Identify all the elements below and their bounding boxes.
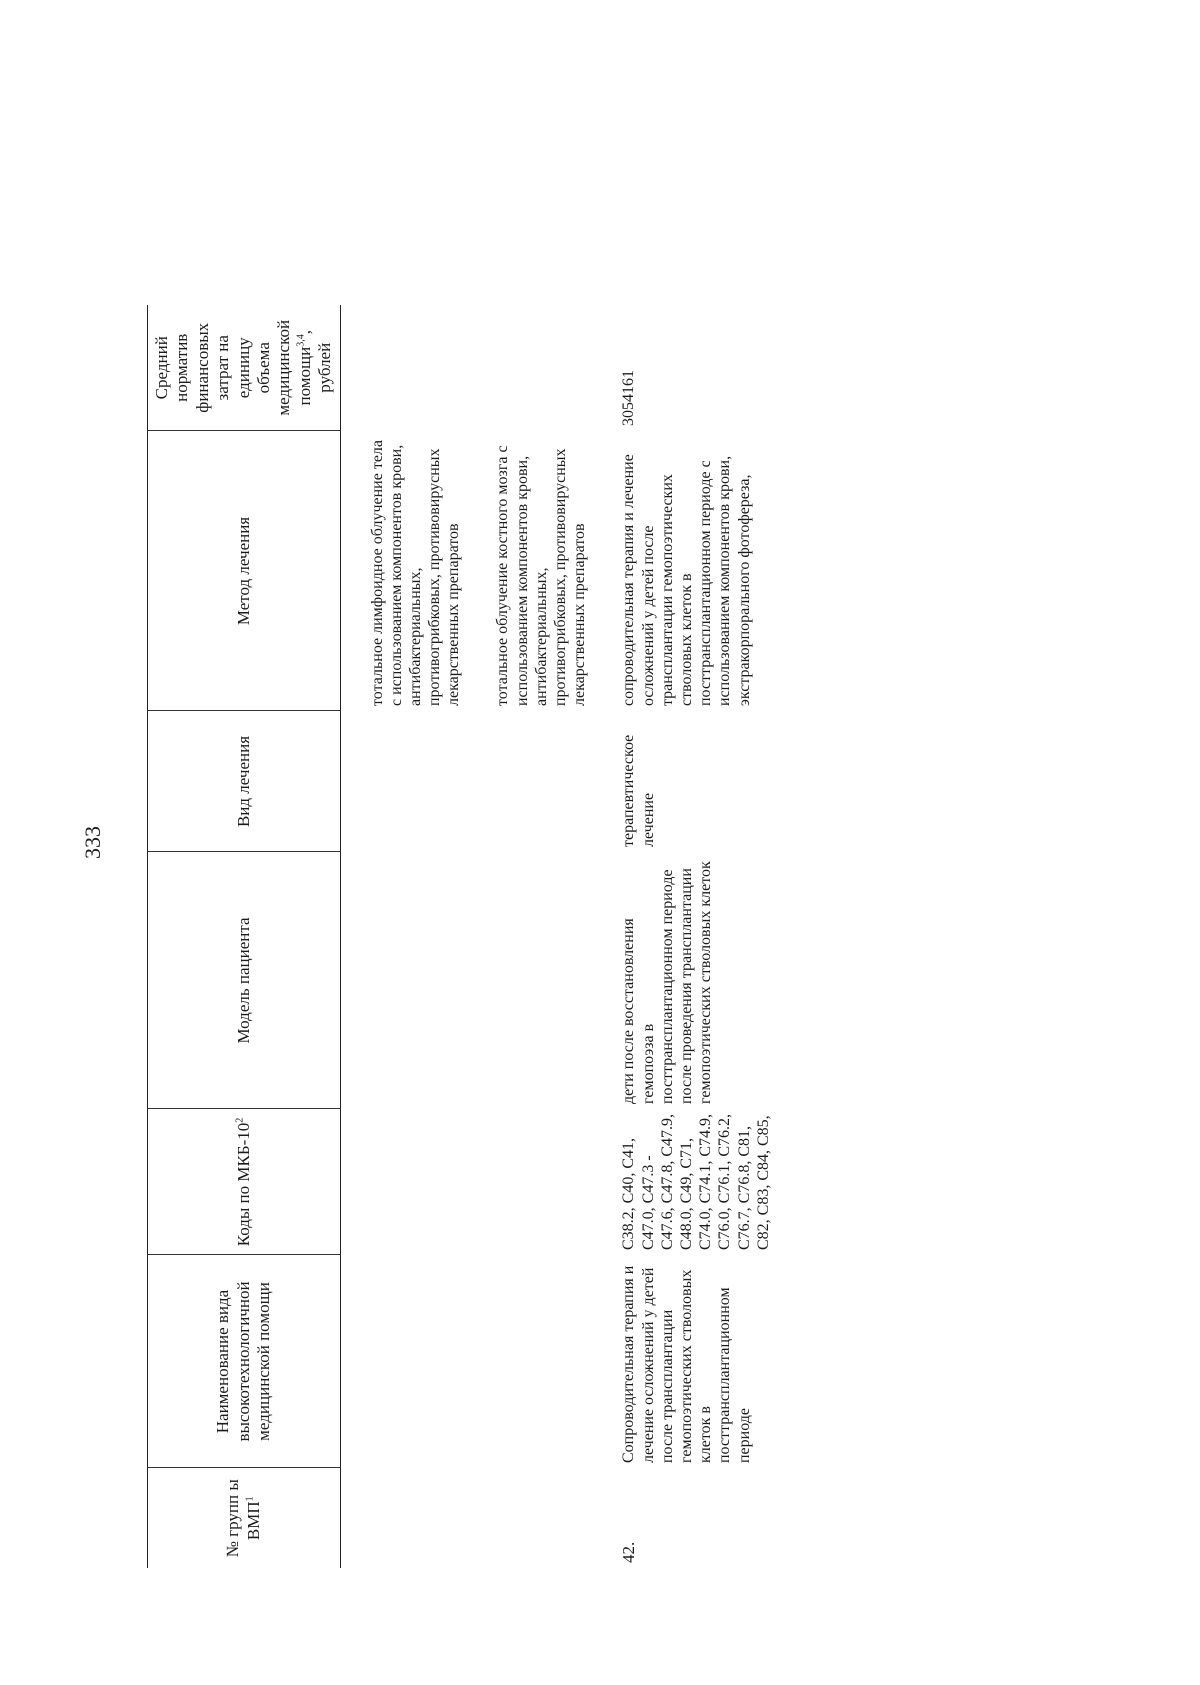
patient-model-cell: дети после восстановления гемопоэза в посттрансплантационном периоде после проведения трансплантации гемопоэтических стволовых клеток: [620, 861, 715, 1104]
icd-codes-cell: C38.2, C40, C41, C47.0, C47.3 - C47.6, C47.8, C47.9, C48.0, C49, C71, C74.0, C74.1, C74.9, C76.0, C76.1, C76.2, C76.7, C76.8, C81, C82, C83, C84, C85,: [620, 1113, 772, 1250]
header-treatment-method: Метод лечения: [148, 431, 341, 711]
header-vmp-name: Наименование вида высокотехнологичной медицинской помощи: [148, 1255, 341, 1468]
treatment-method-cell: тотальное облучение костного мозга с использованием компонентов крови, антибактериальных, противогрибковых, противовирусных лекарственных препаратов: [494, 445, 589, 706]
page-number: 333: [80, 826, 105, 859]
header-cost: Средний норматив финансовых затрат на единицу объема медицинской помощи$^{3,4}$, рублей: [148, 305, 341, 431]
vmp-table: [147, 305, 776, 1568]
treatment-method-cell: тотальное лимфоидное облучение тела с использованием компонентов крови, антибактериальных, противогрибковых, противовирусных лекарственных препаратов: [368, 439, 463, 706]
header-patient-model: Модель пациента: [148, 852, 341, 1109]
group-number-cell: 42.: [619, 1541, 639, 1563]
table-row: [490, 305, 592, 1568]
vmp-name-cell: Сопроводительная терапия и лечение осложнений у детей после трансплантации гемопоэтических стволовых клеток в посттрансплантационном периоде: [620, 1265, 753, 1463]
cost-cell: 3054161: [620, 370, 638, 426]
header-icd-codes: Коды по МКБ-$10^2$: [148, 1109, 341, 1255]
header-treatment-type: Вид лечения: [148, 711, 341, 852]
table-header-row: [148, 305, 341, 1568]
header-group-number: № групп ы ВМП$^1$: [148, 1468, 341, 1568]
table-row: [365, 305, 467, 1568]
treatment-type-cell: терапевтическое лечение: [620, 734, 657, 847]
treatment-method-cell: сопроводительная терапия и лечение осложнений у детей после трансплантации гемопоэтических стволовых клеток в посттрансплантационном периоде с использованием компонентов крови, экстракорпорального фотофереза,: [620, 454, 753, 706]
table-row: [616, 305, 776, 1568]
